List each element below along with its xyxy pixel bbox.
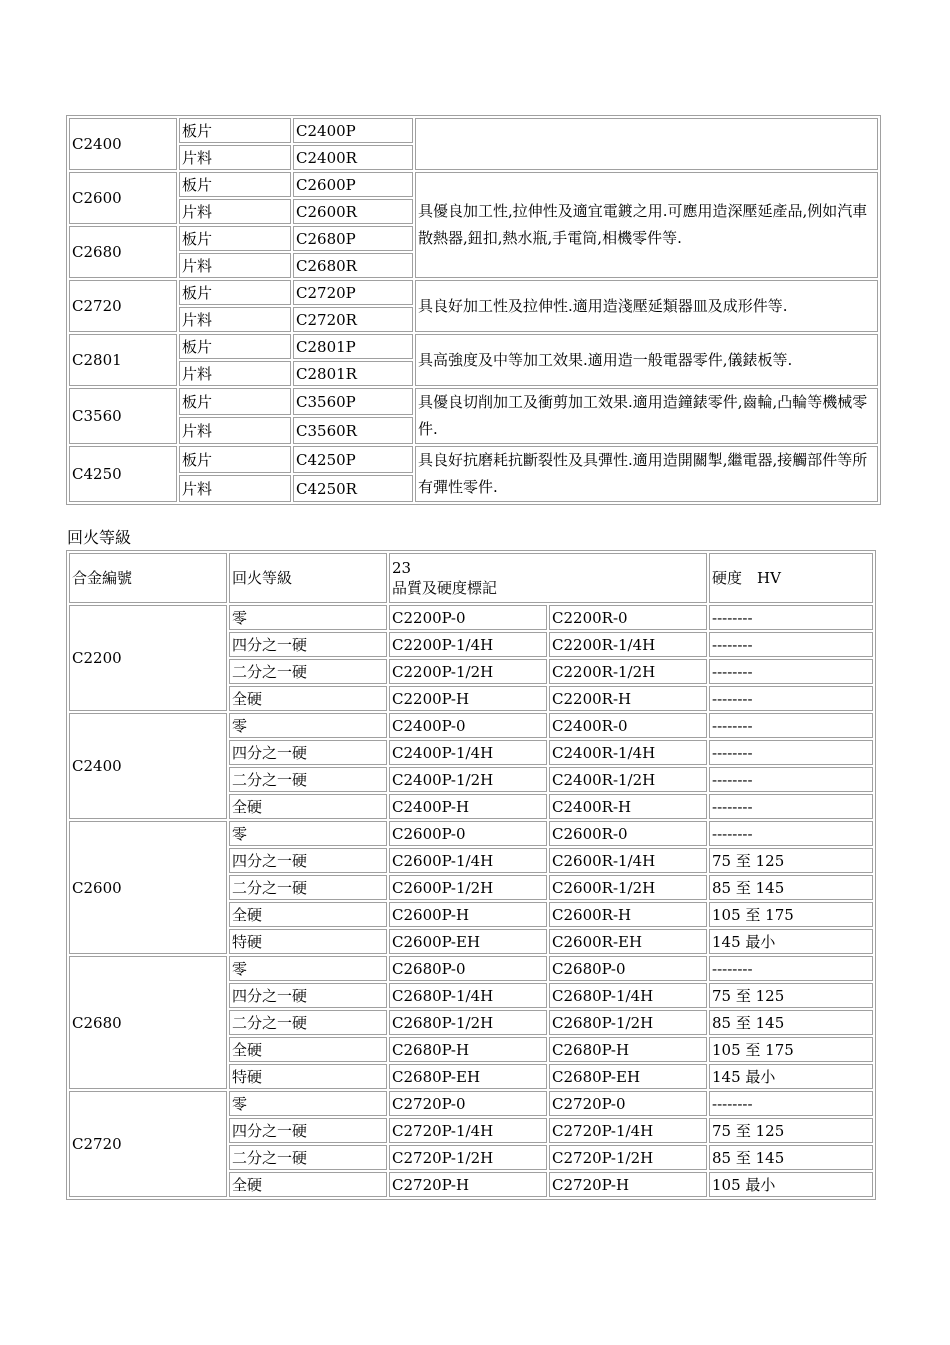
form-type: 板片 xyxy=(179,172,291,197)
alloy-code: C2200 xyxy=(69,605,227,711)
header-marking-number: 23 xyxy=(392,559,412,577)
strip-marking: C2720P-H xyxy=(549,1172,707,1197)
product-code: C2680P xyxy=(293,226,413,251)
product-code: C2720R xyxy=(293,307,413,332)
hardness-value: 145 最小 xyxy=(709,929,873,954)
plate-marking: C2200P-1/2H xyxy=(389,659,547,684)
hardness-value: 105 最小 xyxy=(709,1172,873,1197)
plate-marking: C2680P-0 xyxy=(389,956,547,981)
plate-marking: C2720P-H xyxy=(389,1172,547,1197)
hardness-value: -------- xyxy=(709,659,873,684)
strip-marking: C2680P-EH xyxy=(549,1064,707,1089)
form-type: 片料 xyxy=(179,475,291,502)
form-type: 板片 xyxy=(179,118,291,143)
alloy-code: C2680 xyxy=(69,226,177,278)
alloy-application-table xyxy=(66,115,881,505)
temper-grade: 特硬 xyxy=(229,1064,387,1089)
header-temper: 回火等級 xyxy=(229,553,387,603)
plate-marking: C2400P-H xyxy=(389,794,547,819)
product-code: C2600R xyxy=(293,199,413,224)
form-type: 片料 xyxy=(179,145,291,170)
temper-grade: 全硬 xyxy=(229,1037,387,1062)
temper-grade: 二分之一硬 xyxy=(229,659,387,684)
strip-marking: C2680P-1/2H xyxy=(549,1010,707,1035)
plate-marking: C2720P-0 xyxy=(389,1091,547,1116)
table-row xyxy=(69,446,878,473)
form-type: 片料 xyxy=(179,307,291,332)
strip-marking: C2720P-0 xyxy=(549,1091,707,1116)
form-type: 板片 xyxy=(179,388,291,415)
plate-marking: C2400P-1/4H xyxy=(389,740,547,765)
product-code: C2720P xyxy=(293,280,413,305)
form-type: 板片 xyxy=(179,226,291,251)
table-row xyxy=(69,388,878,415)
strip-marking: C2200R-1/2H xyxy=(549,659,707,684)
plate-marking: C2200P-H xyxy=(389,686,547,711)
product-code: C2400R xyxy=(293,145,413,170)
alloy-code: C2801 xyxy=(69,334,177,386)
plate-marking: C2600P-EH xyxy=(389,929,547,954)
form-type: 片料 xyxy=(179,361,291,386)
temper-grade: 二分之一硬 xyxy=(229,875,387,900)
header-hardness: 硬度 HV xyxy=(709,553,873,603)
hardness-value: -------- xyxy=(709,686,873,711)
section-title: 回火等級 xyxy=(67,528,132,547)
plate-marking: C2680P-1/2H xyxy=(389,1010,547,1035)
header-marking xyxy=(389,553,707,603)
header-marking-label: 品質及硬度標記 xyxy=(392,579,498,597)
hardness-value: -------- xyxy=(709,767,873,792)
hardness-value: 85 至 145 xyxy=(709,1010,873,1035)
product-code: C2801R xyxy=(293,361,413,386)
description-cell: 具良好抗磨耗抗斷裂性及具彈性.適用造開關掣,繼電器,接觸部件等所有彈性零件. xyxy=(415,446,878,502)
hardness-value: 75 至 125 xyxy=(709,848,873,873)
form-type: 片料 xyxy=(179,417,291,444)
table-row xyxy=(69,172,878,197)
temper-grade: 二分之一硬 xyxy=(229,1145,387,1170)
temper-grade: 四分之一硬 xyxy=(229,1118,387,1143)
strip-marking: C2600R-1/2H xyxy=(549,875,707,900)
table-row xyxy=(69,1091,873,1116)
table-row xyxy=(69,334,878,359)
alloy-code: C4250 xyxy=(69,446,177,502)
plate-marking: C2600P-1/4H xyxy=(389,848,547,873)
hardness-value: 105 至 175 xyxy=(709,1037,873,1062)
hardness-value: 75 至 125 xyxy=(709,1118,873,1143)
product-code: C3560R xyxy=(293,417,413,444)
header-alloy: 合金編號 xyxy=(69,553,227,603)
temper-grade: 四分之一硬 xyxy=(229,983,387,1008)
alloy-code: C2680 xyxy=(69,956,227,1089)
form-type: 板片 xyxy=(179,334,291,359)
hardness-value: 105 至 175 xyxy=(709,902,873,927)
strip-marking: C2200R-0 xyxy=(549,605,707,630)
temper-grade: 四分之一硬 xyxy=(229,848,387,873)
form-type: 片料 xyxy=(179,253,291,278)
strip-marking: C2680P-0 xyxy=(549,956,707,981)
plate-marking: C2600P-0 xyxy=(389,821,547,846)
temper-grade: 全硬 xyxy=(229,1172,387,1197)
strip-marking: C2720P-1/2H xyxy=(549,1145,707,1170)
strip-marking: C2200R-1/4H xyxy=(549,632,707,657)
temper-grade: 全硬 xyxy=(229,686,387,711)
plate-marking: C2200P-1/4H xyxy=(389,632,547,657)
hardness-value: -------- xyxy=(709,794,873,819)
alloy-code: C2400 xyxy=(69,713,227,819)
strip-marking: C2400R-1/2H xyxy=(549,767,707,792)
form-type: 片料 xyxy=(179,199,291,224)
hardness-value: 85 至 145 xyxy=(709,875,873,900)
table-row xyxy=(69,280,878,305)
product-code: C3560P xyxy=(293,388,413,415)
plate-marking: C2600P-1/2H xyxy=(389,875,547,900)
strip-marking: C2200R-H xyxy=(549,686,707,711)
temper-grade: 四分之一硬 xyxy=(229,632,387,657)
temper-grade-table xyxy=(66,550,876,1200)
strip-marking: C2680P-1/4H xyxy=(549,983,707,1008)
alloy-code: C2600 xyxy=(69,821,227,954)
strip-marking: C2400R-0 xyxy=(549,713,707,738)
temper-grade: 全硬 xyxy=(229,794,387,819)
plate-marking: C2720P-1/4H xyxy=(389,1118,547,1143)
description-cell: 具優良加工性,拉伸性及適宜電鍍之用.可應用造深壓延產品,例如汽車散熱器,鈕扣,熱水瓶,手電筒,相機零件等. xyxy=(415,172,878,278)
strip-marking: C2720P-1/4H xyxy=(549,1118,707,1143)
alloy-code: C3560 xyxy=(69,388,177,444)
strip-marking: C2600R-EH xyxy=(549,929,707,954)
table-row xyxy=(69,118,878,143)
plate-marking: C2600P-H xyxy=(389,902,547,927)
hardness-value: -------- xyxy=(709,740,873,765)
table-header-row xyxy=(69,553,873,603)
product-code: C4250R xyxy=(293,475,413,502)
temper-grade: 零 xyxy=(229,821,387,846)
description-cell: 具高強度及中等加工效果.適用造一般電器零件,儀錶板等. xyxy=(415,334,878,386)
temper-grade: 零 xyxy=(229,713,387,738)
hardness-value: 75 至 125 xyxy=(709,983,873,1008)
form-type: 板片 xyxy=(179,446,291,473)
temper-grade: 二分之一硬 xyxy=(229,767,387,792)
description-cell: 具良好加工性及拉伸性.適用造淺壓延類器皿及成形件等. xyxy=(415,280,878,332)
plate-marking: C2400P-0 xyxy=(389,713,547,738)
table-row xyxy=(69,713,873,738)
product-code: C2680R xyxy=(293,253,413,278)
temper-grade: 零 xyxy=(229,956,387,981)
temper-grade: 零 xyxy=(229,1091,387,1116)
alloy-code: C2720 xyxy=(69,1091,227,1197)
hardness-value: -------- xyxy=(709,632,873,657)
strip-marking: C2600R-H xyxy=(549,902,707,927)
hardness-value: -------- xyxy=(709,1091,873,1116)
strip-marking: C2600R-0 xyxy=(549,821,707,846)
plate-marking: C2200P-0 xyxy=(389,605,547,630)
form-type: 板片 xyxy=(179,280,291,305)
alloy-code: C2400 xyxy=(69,118,177,170)
table-row xyxy=(69,821,873,846)
product-code: C2600P xyxy=(293,172,413,197)
alloy-code: C2600 xyxy=(69,172,177,224)
table-row xyxy=(69,956,873,981)
table-row xyxy=(69,605,873,630)
product-code: C2400P xyxy=(293,118,413,143)
plate-marking: C2680P-1/4H xyxy=(389,983,547,1008)
hardness-value: -------- xyxy=(709,821,873,846)
hardness-value: -------- xyxy=(709,956,873,981)
temper-grade: 零 xyxy=(229,605,387,630)
temper-grade: 二分之一硬 xyxy=(229,1010,387,1035)
plate-marking: C2680P-EH xyxy=(389,1064,547,1089)
plate-marking: C2680P-H xyxy=(389,1037,547,1062)
temper-grade: 特硬 xyxy=(229,929,387,954)
temper-grade: 全硬 xyxy=(229,902,387,927)
product-code: C2801P xyxy=(293,334,413,359)
hardness-value: 145 最小 xyxy=(709,1064,873,1089)
strip-marking: C2400R-H xyxy=(549,794,707,819)
plate-marking: C2400P-1/2H xyxy=(389,767,547,792)
description-cell xyxy=(415,118,878,170)
hardness-value: 85 至 145 xyxy=(709,1145,873,1170)
strip-marking: C2680P-H xyxy=(549,1037,707,1062)
hardness-value: -------- xyxy=(709,713,873,738)
strip-marking: C2400R-1/4H xyxy=(549,740,707,765)
hardness-value: -------- xyxy=(709,605,873,630)
description-cell: 具優良切削加工及衝剪加工效果.適用造鐘錶零件,齒輪,凸輪等機械零件. xyxy=(415,388,878,444)
alloy-code: C2720 xyxy=(69,280,177,332)
product-code: C4250P xyxy=(293,446,413,473)
plate-marking: C2720P-1/2H xyxy=(389,1145,547,1170)
strip-marking: C2600R-1/4H xyxy=(549,848,707,873)
temper-grade: 四分之一硬 xyxy=(229,740,387,765)
